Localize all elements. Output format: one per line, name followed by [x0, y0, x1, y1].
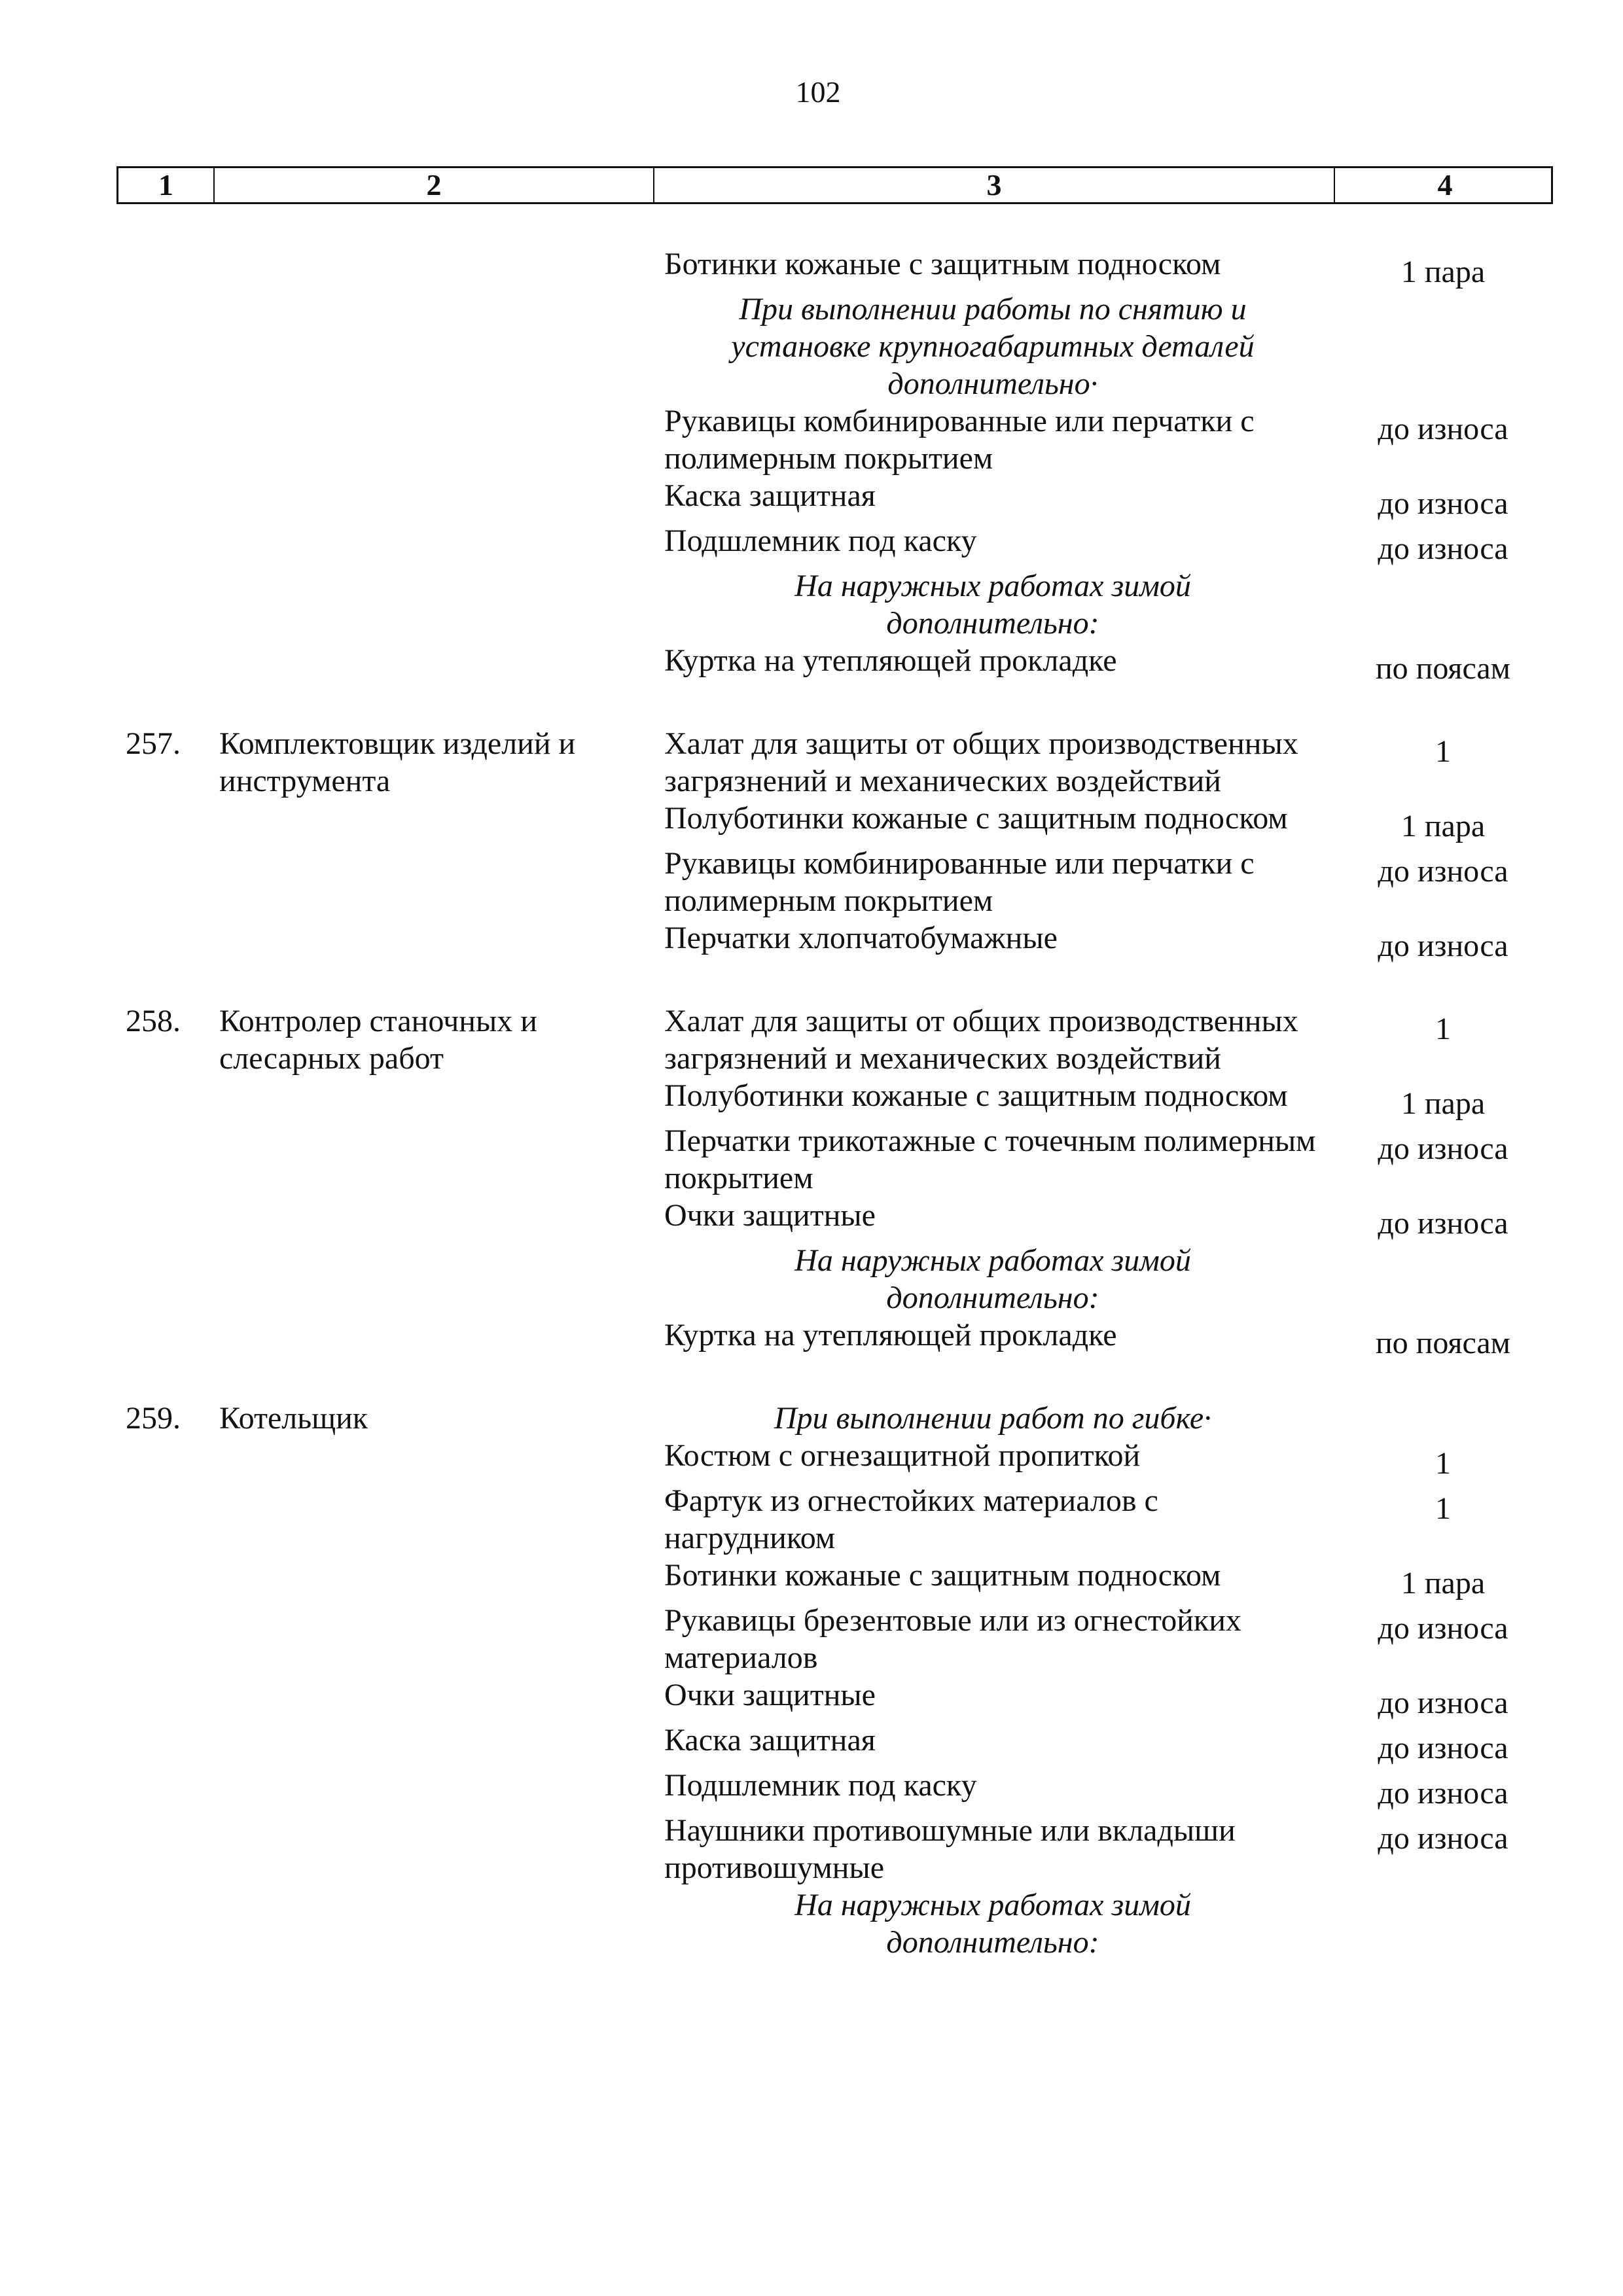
- equipment-line: [652, 800, 1553, 845]
- row-number: [116, 245, 213, 687]
- equipment-item: Очки защитные: [664, 1678, 876, 1712]
- table-row: [116, 1002, 1553, 1362]
- equipment-line: [652, 1812, 1553, 1886]
- equipment-item: Перчатки трикотажные с точечным полимерным покрытием: [664, 1123, 1316, 1195]
- equipment-item: Рукавицы комбинированные или перчатки с полимерным покрытием: [664, 404, 1255, 476]
- profession-title: [213, 245, 652, 687]
- row-number: 257.: [126, 726, 181, 761]
- issue-norm: по поясам: [1375, 1326, 1511, 1360]
- header-col-4: 4: [1437, 168, 1453, 202]
- table-row: [116, 725, 1553, 964]
- equipment-line: [652, 1002, 1553, 1077]
- equipment-item: Полуботинки кожаные с защитным подноском: [664, 1078, 1288, 1113]
- equipment-item: Ботинки кожаные с защитным подноском: [664, 1558, 1221, 1593]
- condition-note-line: [652, 1886, 1553, 1961]
- table-body: [116, 245, 1553, 1999]
- condition-note: На наружных работах зимой дополнительно:: [794, 1243, 1191, 1315]
- header-col-1: 1: [118, 168, 215, 202]
- table-row: [116, 1400, 1553, 1961]
- equipment-item: Костюм с огнезащитной пропиткой: [664, 1438, 1141, 1473]
- profession-title: Комплектовщик изделий и инструмента: [219, 726, 576, 798]
- header-col-2: 2: [215, 168, 654, 202]
- header-col-3: 3: [654, 168, 1335, 202]
- condition-note-line: [652, 1242, 1553, 1316]
- issue-norm: до износа: [1378, 928, 1508, 963]
- equipment-line: [652, 1197, 1553, 1242]
- equipment-line: [652, 1767, 1553, 1812]
- equipment-item: Наушники противошумные или вкладыши противошумные: [664, 1813, 1236, 1885]
- row-number: 259.: [126, 1401, 181, 1436]
- table-header: [116, 166, 1553, 204]
- row-number: 258.: [126, 1004, 181, 1038]
- equipment-line: [652, 845, 1553, 919]
- issue-norm: до износа: [1378, 1206, 1508, 1241]
- equipment-list: [652, 1400, 1553, 1961]
- equipment-list: [652, 725, 1553, 964]
- equipment-line: [652, 1077, 1553, 1122]
- profession-title: Котельщик: [219, 1401, 368, 1436]
- equipment-line: [652, 477, 1553, 522]
- equipment-line: [652, 245, 1553, 291]
- equipment-list: [652, 1002, 1553, 1362]
- issue-norm: 1 пара: [1400, 1566, 1486, 1600]
- issue-norm: до износа: [1378, 1821, 1508, 1856]
- equipment-line: [652, 1482, 1553, 1557]
- condition-note-line: [652, 567, 1553, 642]
- equipment-item: Куртка на утепляющей прокладке: [664, 1318, 1117, 1352]
- issue-norm: до износа: [1378, 1686, 1508, 1720]
- page-number: 102: [795, 75, 841, 109]
- issue-norm: до износа: [1378, 412, 1508, 446]
- condition-note: При выполнении работы по снятию и установке крупногабаритных деталей дополнительно·: [731, 292, 1255, 401]
- equipment-line: [652, 642, 1553, 687]
- equipment-line: [652, 1557, 1553, 1602]
- equipment-item: Ботинки кожаные с защитным подноском: [664, 247, 1221, 281]
- equipment-item: Фартук из огнестойких материалов с нагрудником: [664, 1483, 1158, 1555]
- issue-norm: до износа: [1378, 1776, 1508, 1810]
- equipment-item: Перчатки хлопчатобумажные: [664, 921, 1058, 955]
- equipment-line: [652, 919, 1553, 964]
- equipment-item: Куртка на утепляющей прокладке: [664, 643, 1117, 678]
- issue-norm: 1 пара: [1400, 1086, 1486, 1121]
- equipment-line: [652, 522, 1553, 567]
- issue-norm: 1: [1435, 1012, 1451, 1046]
- equipment-item: Халат для защиты от общих производственных загрязнений и механических воздействий: [664, 726, 1298, 798]
- equipment-item: Полуботинки кожаные с защитным подноском: [664, 801, 1288, 836]
- equipment-item: Халат для защиты от общих производственных загрязнений и механических воздействий: [664, 1004, 1298, 1076]
- equipment-line: [652, 1722, 1553, 1767]
- equipment-line: [652, 1122, 1553, 1197]
- issue-norm: до износа: [1378, 1611, 1508, 1646]
- issue-norm: до износа: [1378, 531, 1508, 566]
- equipment-item: Рукавицы комбинированные или перчатки с полимерным покрытием: [664, 846, 1255, 918]
- equipment-line: [652, 725, 1553, 800]
- issue-norm: 1: [1435, 1446, 1451, 1481]
- condition-note-line: [652, 1400, 1553, 1437]
- issue-norm: до износа: [1378, 1131, 1508, 1166]
- condition-note: При выполнении работ по гибке·: [774, 1401, 1212, 1436]
- issue-norm: 1: [1435, 1491, 1451, 1526]
- issue-norm: 1: [1435, 734, 1451, 769]
- equipment-item: Рукавицы брезентовые или из огнестойких материалов: [664, 1603, 1241, 1675]
- issue-norm: 1 пара: [1400, 255, 1486, 289]
- equipment-line: [652, 402, 1553, 477]
- equipment-list: [652, 245, 1553, 687]
- equipment-item: Каска защитная: [664, 478, 876, 513]
- equipment-item: Подшлемник под каску: [664, 1768, 977, 1803]
- condition-note-line: [652, 291, 1553, 402]
- issue-norm: до износа: [1378, 854, 1508, 889]
- issue-norm: по поясам: [1375, 651, 1511, 686]
- equipment-line: [652, 1602, 1553, 1676]
- equipment-item: Очки защитные: [664, 1198, 876, 1233]
- equipment-item: Подшлемник под каску: [664, 523, 977, 558]
- issue-norm: до износа: [1378, 486, 1508, 521]
- table-row: [116, 245, 1553, 687]
- condition-note: На наружных работах зимой дополнительно:: [794, 1888, 1191, 1960]
- equipment-line: [652, 1676, 1553, 1722]
- equipment-line: [652, 1437, 1553, 1482]
- issue-norm: 1 пара: [1400, 809, 1486, 843]
- equipment-line: [652, 1316, 1553, 1362]
- equipment-item: Каска защитная: [664, 1723, 876, 1757]
- issue-norm: до износа: [1378, 1731, 1508, 1765]
- profession-title: Контролер станочных и слесарных работ: [219, 1004, 537, 1076]
- condition-note: На наружных работах зимой дополнительно:: [794, 569, 1191, 641]
